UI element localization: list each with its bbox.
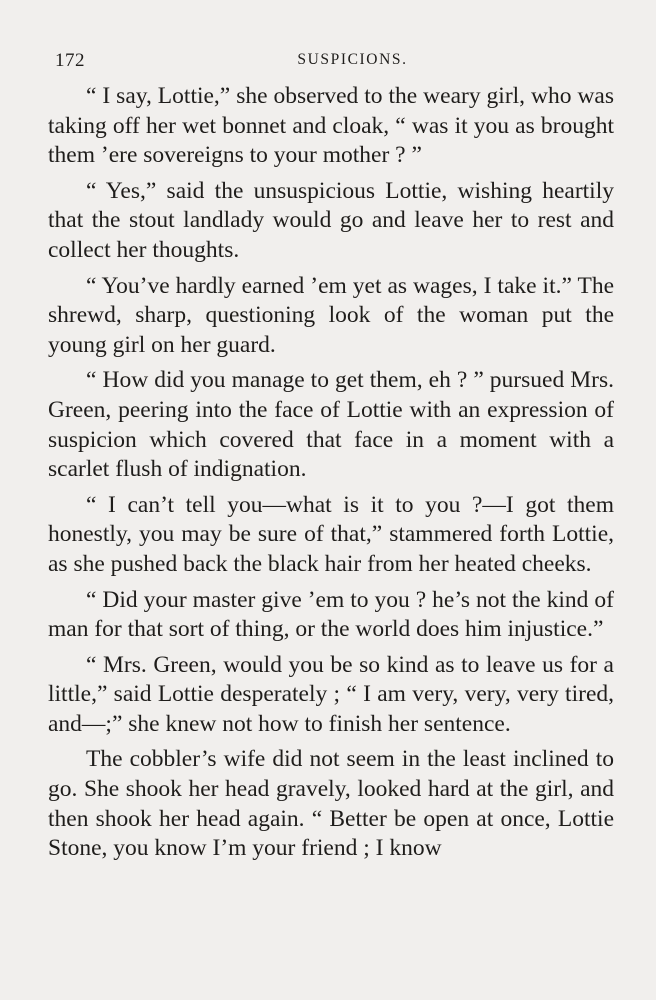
page-number: 172 [55, 50, 85, 71]
paragraph-1: “ I say, Lottie,” she observed to the weary girl, who was taking off her wet bonnet and cloak, “ was it you as brought them ’ere sovereigns to your mother ? ” [48, 83, 614, 169]
running-head [55, 44, 614, 80]
running-title: SUSPICIONS. [297, 51, 408, 68]
paragraph-5: “ I can’t tell you—what is it to you ?—I got them honestly, you may be sure of that,” stammered forth Lottie, as she pushed back the black hair from her heated cheeks. [48, 491, 614, 577]
paragraph-6: “ Did your master give ’em to you ? he’s not the kind of man for that sort of thing, or the world does him injustice.” [48, 586, 614, 643]
body-text [48, 82, 614, 864]
paragraph-2: “ Yes,” said the unsuspicious Lottie, wishing heartily that the stout landlady would go and leave her to rest and collect her thoughts. [48, 177, 614, 263]
paragraph-3: “ You’ve hardly earned ’em yet as wages, I take it.” The shrewd, sharp, questioning look of the woman put the young girl on her guard. [48, 272, 614, 358]
paragraph-8: The cobbler’s wife did not seem in the least inclined to go. She shook her head gravely, looked hard at the girl, and then shook her head again. “ Better be open at once, Lottie Stone, you know I’m your friend ; I know [48, 746, 614, 862]
paragraph-4: “ How did you manage to get them, eh ? ” pursued Mrs. Green, peering into the face of Lottie with an expression of suspicion which covered that face in a moment with a scarlet flush of indignation. [48, 367, 614, 483]
paragraph-7: “ Mrs. Green, would you be so kind as to leave us for a little,” said Lottie desperately ; “ I am very, very, very tired, and—;” she knew not how to finish her sentence. [48, 651, 614, 737]
